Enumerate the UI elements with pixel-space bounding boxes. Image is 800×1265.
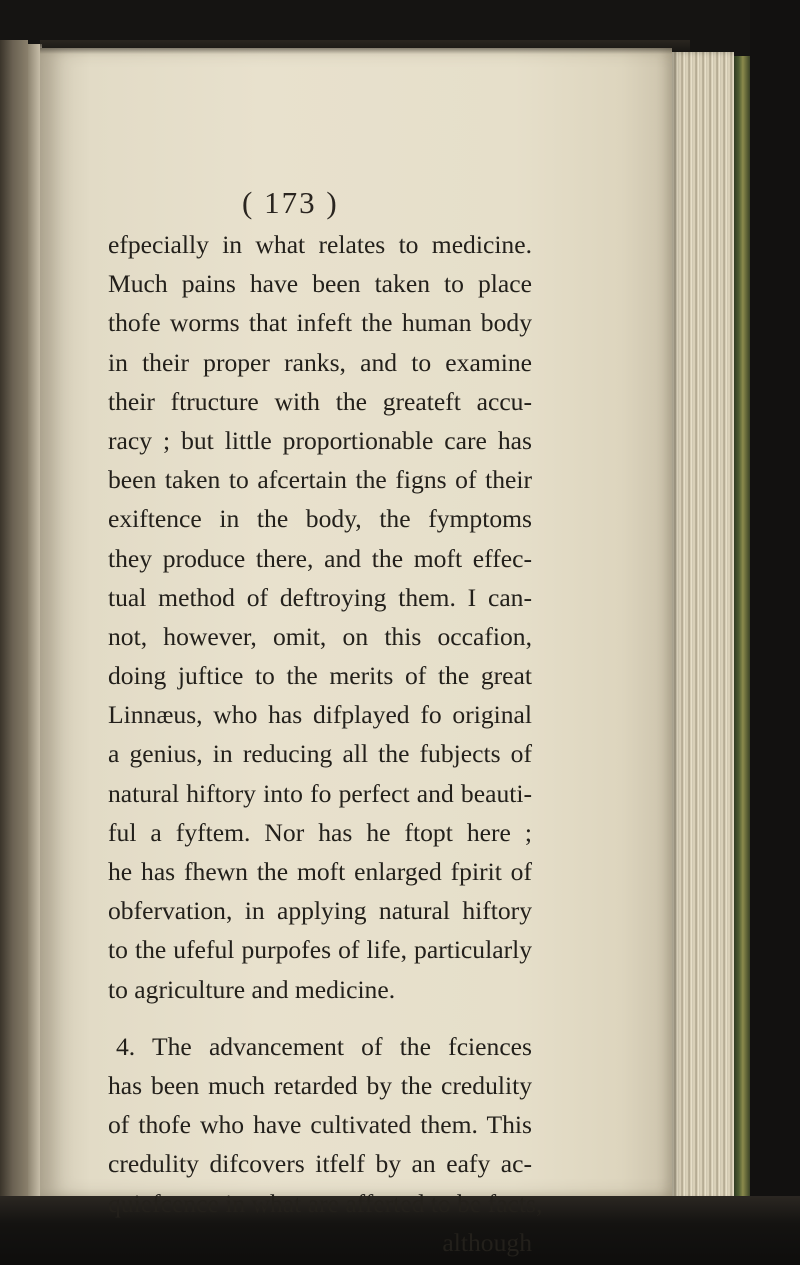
text-line: Linnæus, who has difplayed fo original bbox=[108, 700, 532, 730]
facing-page-edge bbox=[0, 40, 28, 1200]
text-line: in their proper ranks, and to examine bbox=[108, 347, 532, 377]
text-line: tual method of deftroying them. I can- bbox=[108, 582, 532, 612]
text-line: their ftructure with the greateft accu- bbox=[108, 386, 532, 416]
body-text bbox=[108, 225, 543, 1262]
catchword: although bbox=[442, 1227, 532, 1257]
paragraph-gap bbox=[108, 1009, 532, 1027]
text-line: to agriculture and medicine. bbox=[108, 974, 396, 1004]
section-line: has been much retarded by the credulity bbox=[108, 1070, 532, 1100]
text-line: not, however, omit, on this occafion, bbox=[108, 621, 532, 651]
section-line: of thofe who have cultivated them. This bbox=[108, 1110, 532, 1140]
page-number: ( 173 ) bbox=[242, 185, 339, 220]
text-line: ful a fyftem. Nor has he ftopt here ; bbox=[108, 817, 532, 847]
text-line: he has fhewn the moft enlarged fpirit of bbox=[108, 857, 532, 886]
page-block-fore-edge bbox=[672, 52, 734, 1200]
text-line: efpecially in what relates to medicine. bbox=[108, 230, 532, 259]
text-line: been taken to afcertain the figns of their bbox=[108, 465, 532, 495]
section-line: quiefcence in what are afferted to be facts, bbox=[108, 1188, 543, 1218]
top-shadow bbox=[40, 40, 690, 54]
text-line: racy ; but little proportionable care has bbox=[108, 425, 532, 455]
text-line: to the ufeful purpofes of life, particularly bbox=[108, 935, 532, 965]
text-line: obfervation, in applying natural hiftory bbox=[108, 896, 532, 926]
section-line: credulity difcovers itfelf by an eafy ac- bbox=[108, 1149, 532, 1179]
section-line: 4. The advancement of the fciences bbox=[116, 1031, 532, 1061]
text-line: they produce there, and the moft effec- bbox=[108, 543, 532, 573]
cover-edge bbox=[734, 56, 750, 1200]
text-line: exiftence in the body, the fymptoms bbox=[108, 504, 532, 534]
text-line: natural hiftory into fo perfect and beauti- bbox=[108, 778, 532, 808]
text-line: Much pains have been taken to place bbox=[108, 269, 532, 299]
background-right bbox=[750, 0, 800, 1265]
text-line: thofe worms that infeft the human body bbox=[108, 308, 532, 338]
text-line: doing juftice to the merits of the great bbox=[108, 661, 532, 691]
text-line: a genius, in reducing all the fubjects of bbox=[108, 739, 532, 769]
